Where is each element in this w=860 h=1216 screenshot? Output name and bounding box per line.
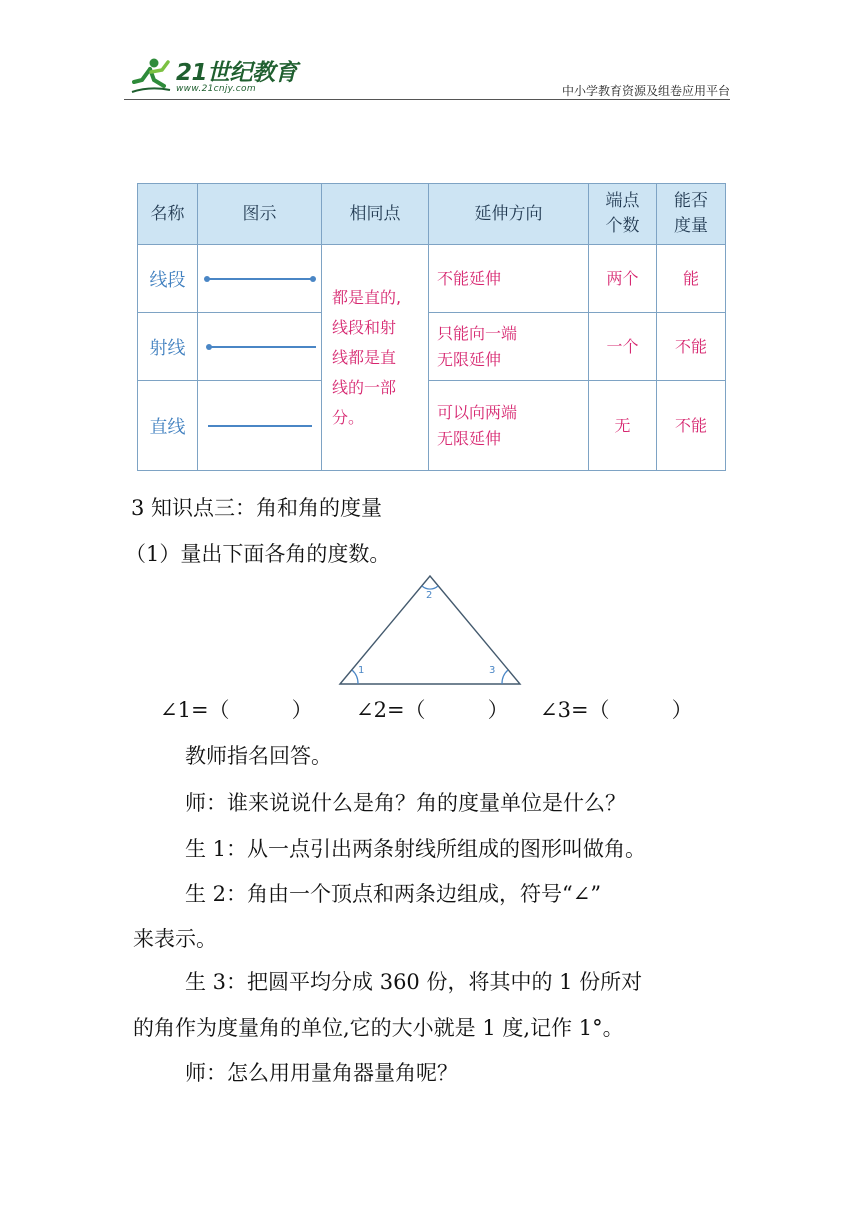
line-types-table [137, 183, 726, 471]
paragraph: 生 3：把圆平均分成 360 份，将其中的 1 份所对 [185, 970, 643, 994]
row-direction: 不能延伸 [429, 245, 589, 313]
table-header-row [138, 184, 726, 245]
paragraph: 来表示。 [133, 927, 217, 951]
angle3-label: 3 [489, 665, 496, 676]
ray-diagram [198, 313, 322, 381]
runner-logo-icon [130, 56, 172, 96]
line-segment-diagram [198, 245, 322, 313]
platform-tagline: 中小学教育资源及组卷应用平台 [561, 84, 730, 98]
row-measurable: 不能 [657, 313, 726, 381]
paragraph: 生 1：从一点引出两条射线所组成的图形叫做角。 [185, 837, 647, 861]
col-header-measurable: 能否 度量 [657, 184, 726, 245]
row-name: 直线 [138, 381, 198, 471]
triangle-figure [336, 572, 526, 688]
row-endpoints: 一个 [589, 313, 657, 381]
row-name: 射线 [138, 313, 198, 381]
paragraph: 教师指名回答。 [185, 744, 332, 768]
col-header-common: 相同点 [322, 184, 429, 245]
paragraph: 生 2：角由一个顶点和两条边组成，符号“∠” [185, 882, 602, 906]
straight-line-icon [208, 421, 312, 431]
paragraph: 的角作为度量角的单位,它的大小就是 1 度,记作 1°。 [133, 1016, 624, 1040]
col-header-direction: 延伸方向 [429, 184, 589, 245]
row-direction: 只能向一端 无限延伸 [429, 313, 589, 381]
angle2-arc [422, 586, 438, 589]
paragraph: 师：谁来说说什么是角？角的度量单位是什么？ [185, 791, 626, 815]
row-endpoints: 无 [589, 381, 657, 471]
paragraph: 师：怎么用用量角器量角呢？ [185, 1061, 458, 1085]
row-measurable: 不能 [657, 381, 726, 471]
question-text: （1）量出下面各角的度数。 [125, 542, 391, 566]
angle2-label: 2 [426, 590, 433, 601]
logo-text: 21世纪教育 [176, 60, 298, 86]
section-title: 3 知识点三：角和角的度量 [131, 496, 383, 520]
angle2-answer: ∠2=（ ） [356, 698, 509, 722]
row-measurable: 能 [657, 245, 726, 313]
page-header [124, 52, 730, 100]
table-row [138, 381, 726, 471]
logo-url: www.21cnjy.com [176, 84, 256, 94]
angle1-label: 1 [358, 665, 365, 676]
angle3-arc [502, 670, 508, 684]
line-segment-icon [202, 274, 318, 284]
row-endpoints: 两个 [589, 245, 657, 313]
straight-line-diagram [198, 381, 322, 471]
col-header-endpoints: 端点 个数 [589, 184, 657, 245]
table-row [138, 245, 726, 313]
angle3-answer: ∠3=（ ） [540, 698, 693, 722]
common-features: 都是直的, 线段和射 线都是直 线的一部 分。 [322, 245, 429, 471]
row-name: 线段 [138, 245, 198, 313]
col-header-name: 名称 [138, 184, 198, 245]
table-row [138, 313, 726, 381]
col-header-diagram: 图示 [198, 184, 322, 245]
ray-icon [204, 342, 316, 352]
header-divider [124, 99, 730, 100]
row-direction: 可以向两端 无限延伸 [429, 381, 589, 471]
angle1-answer: ∠1=（ ） [160, 698, 313, 722]
